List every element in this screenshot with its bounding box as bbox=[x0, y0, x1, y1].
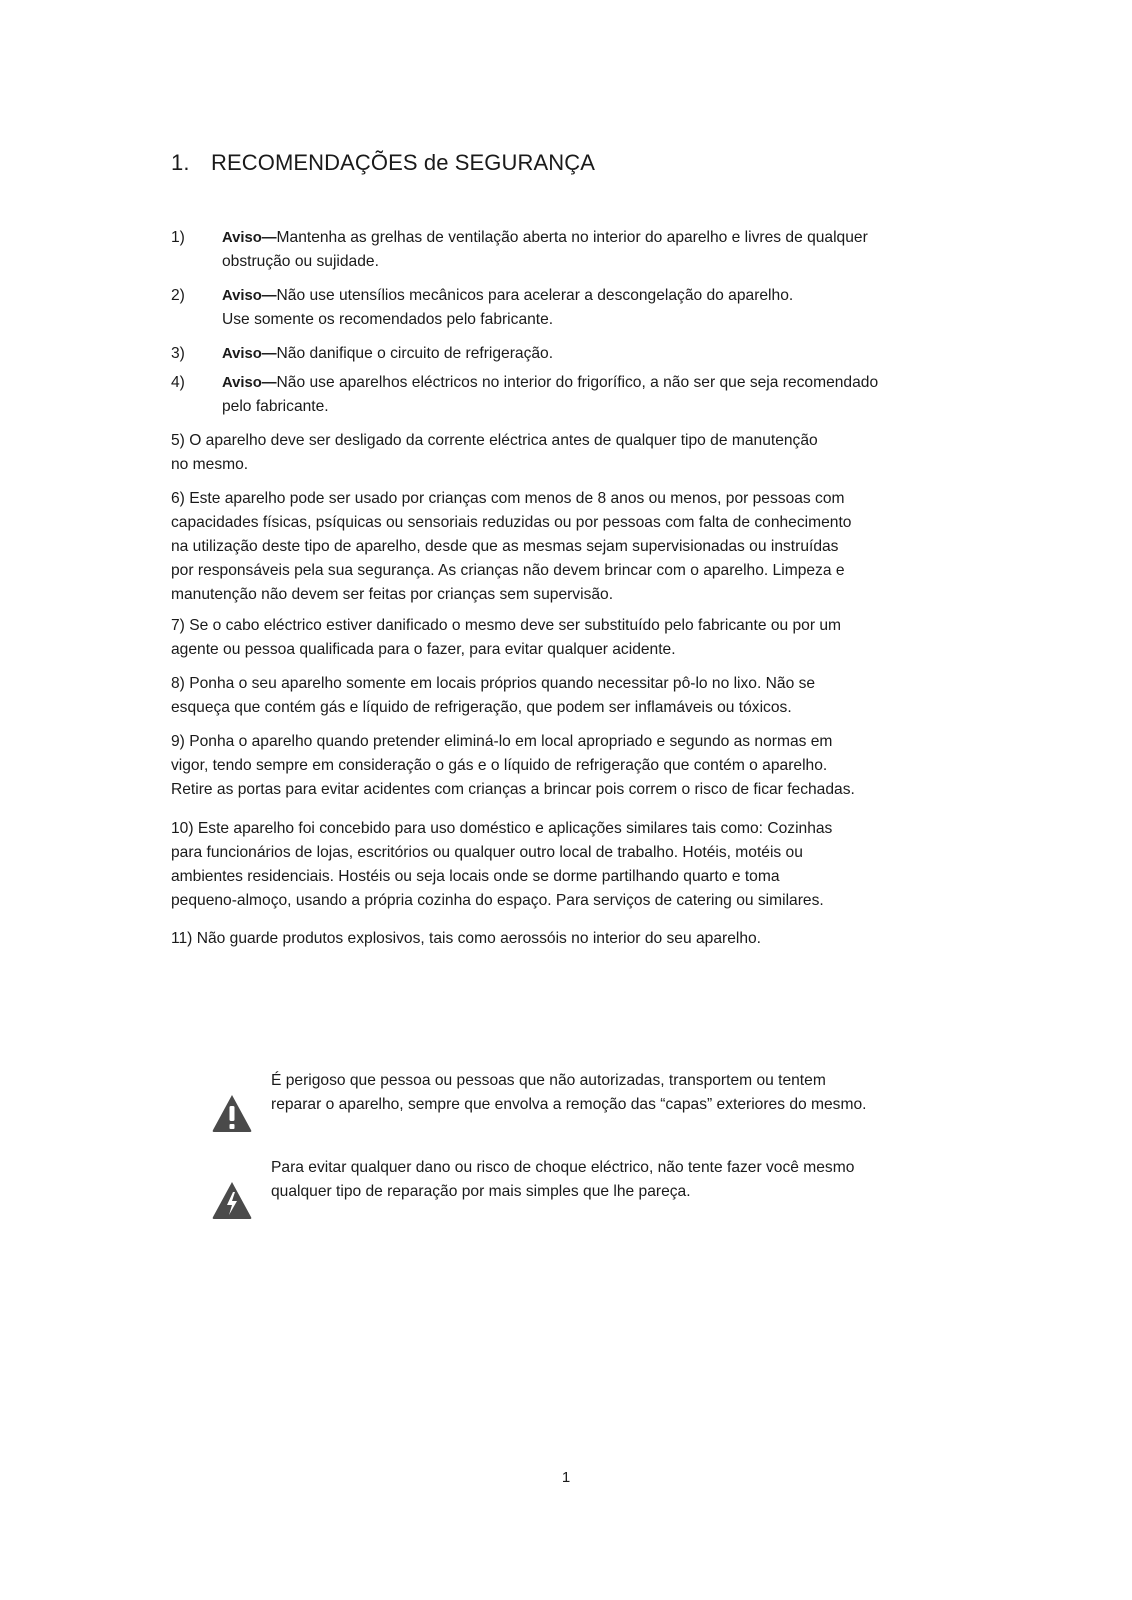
section-number: 1. bbox=[171, 150, 190, 175]
paragraph-line: agente ou pessoa qualificada para o fazer, para evitar qualquer acidente. bbox=[171, 641, 676, 658]
recommendation-7 bbox=[171, 614, 981, 662]
warning-label: Aviso— bbox=[222, 288, 277, 304]
section-title-text: RECOMENDAÇÕES de SEGURANÇA bbox=[211, 150, 596, 175]
warning-number: 2) bbox=[171, 287, 185, 304]
paragraph-line: 10) Este aparelho foi concebido para uso doméstico e aplicações similares tais como: Cozinhas bbox=[171, 820, 833, 837]
recommendation-11 bbox=[171, 927, 981, 951]
section-title bbox=[171, 150, 595, 176]
paragraph-line: 9) Ponha o aparelho quando pretender eliminá-lo em local apropriado e segundo as normas em bbox=[171, 733, 833, 750]
warning-label: Aviso— bbox=[222, 230, 277, 246]
paragraph-line: vigor, tendo sempre em consideração o gás e o líquido de refrigeração que contém o aparelho. bbox=[171, 757, 828, 774]
paragraph-line: Retire as portas para evitar acidentes com crianças a brincar pois correm o risco de ficar fechadas. bbox=[171, 781, 855, 798]
paragraph-line: 8) Ponha o seu aparelho somente em locais próprios quando necessitar pô-lo no lixo. Não se bbox=[171, 675, 816, 692]
paragraph-line: ambientes residenciais. Hostéis ou seja locais onde se dorme partilhando quarto e toma bbox=[171, 868, 780, 885]
warning-item-4 bbox=[171, 371, 991, 419]
page-number: 1 bbox=[561, 1469, 571, 1486]
recommendation-5 bbox=[171, 429, 981, 477]
paragraph-line: no mesmo. bbox=[171, 456, 249, 473]
paragraph-line: 11) Não guarde produtos explosivos, tais como aerossóis no interior do seu aparelho. bbox=[171, 930, 762, 947]
electric-shock-warning-icon bbox=[211, 1180, 253, 1220]
warning-text-line: Use somente os recomendados pelo fabricante. bbox=[222, 311, 554, 328]
recommendation-9 bbox=[171, 730, 981, 802]
notice-line: Para evitar qualquer dano ou risco de choque eléctrico, não tente fazer você mesmo bbox=[271, 1159, 855, 1176]
paragraph-line: por responsáveis pela sua segurança. As crianças não devem brincar com o aparelho. Limpeza e bbox=[171, 562, 845, 579]
notice-line: reparar o aparelho, sempre que envolva a remoção das “capas” exteriores do mesmo. bbox=[271, 1096, 867, 1113]
paragraph-line: manutenção não devem ser feitas por crianças sem supervisão. bbox=[171, 586, 614, 603]
warning-item-1 bbox=[171, 226, 991, 274]
paragraph-line: na utilização deste tipo de aparelho, desde que as mesmas sejam supervisionadas ou instruídas bbox=[171, 538, 839, 555]
warning-text-line: Não use aparelhos eléctricos no interior do frigorífico, a não ser que seja recomendado bbox=[276, 374, 879, 391]
recommendation-6 bbox=[171, 487, 981, 607]
warning-text-line: pelo fabricante. bbox=[222, 398, 329, 415]
notice-line: É perigoso que pessoa ou pessoas que não autorizadas, transportem ou tentem bbox=[271, 1072, 826, 1089]
exclamation-warning-icon bbox=[211, 1093, 253, 1133]
paragraph-line: 7) Se o cabo eléctrico estiver danificado o mesmo deve ser substituído pelo fabricante ou por um bbox=[171, 617, 842, 634]
warning-number: 1) bbox=[171, 229, 185, 246]
warning-number: 4) bbox=[171, 374, 185, 391]
warning-item-3 bbox=[171, 342, 991, 366]
recommendation-8 bbox=[171, 672, 981, 720]
paragraph-line: 5) O aparelho deve ser desligado da corrente eléctrica antes de qualquer tipo de manutenção bbox=[171, 432, 818, 449]
warning-text-line: Não use utensílios mecânicos para acelerar a descongelação do aparelho. bbox=[276, 287, 794, 304]
warning-text-line: Não danifique o circuito de refrigeração. bbox=[276, 345, 554, 362]
warning-number: 3) bbox=[171, 345, 185, 362]
warning-text-line: obstrução ou sujidade. bbox=[222, 253, 379, 270]
paragraph-line: pequeno-almoço, usando a própria cozinha do espaço. Para serviços de catering ou similares. bbox=[171, 892, 824, 909]
paragraph-line: capacidades físicas, psíquicas ou sensoriais reduzidas ou por pessoas com falta de conhecimento bbox=[171, 514, 852, 531]
paragraph-line: para funcionários de lojas, escritórios ou qualquer outro local de trabalho. Hotéis, motéis ou bbox=[171, 844, 803, 861]
paragraph-line: esqueça que contém gás e líquido de refrigeração, que podem ser inflamáveis ou tóxicos. bbox=[171, 699, 792, 716]
paragraph-line: 6) Este aparelho pode ser usado por crianças com menos de 8 anos ou menos, por pessoas com bbox=[171, 490, 845, 507]
recommendation-10 bbox=[171, 817, 981, 913]
warning-text-line: Mantenha as grelhas de ventilação aberta no interior do aparelho e livres de qualquer bbox=[276, 229, 868, 246]
warning-item-2 bbox=[171, 284, 991, 332]
warning-label: Aviso— bbox=[222, 375, 277, 391]
warning-label: Aviso— bbox=[222, 346, 277, 362]
notice-line: qualquer tipo de reparação por mais simples que lhe pareça. bbox=[271, 1183, 691, 1200]
